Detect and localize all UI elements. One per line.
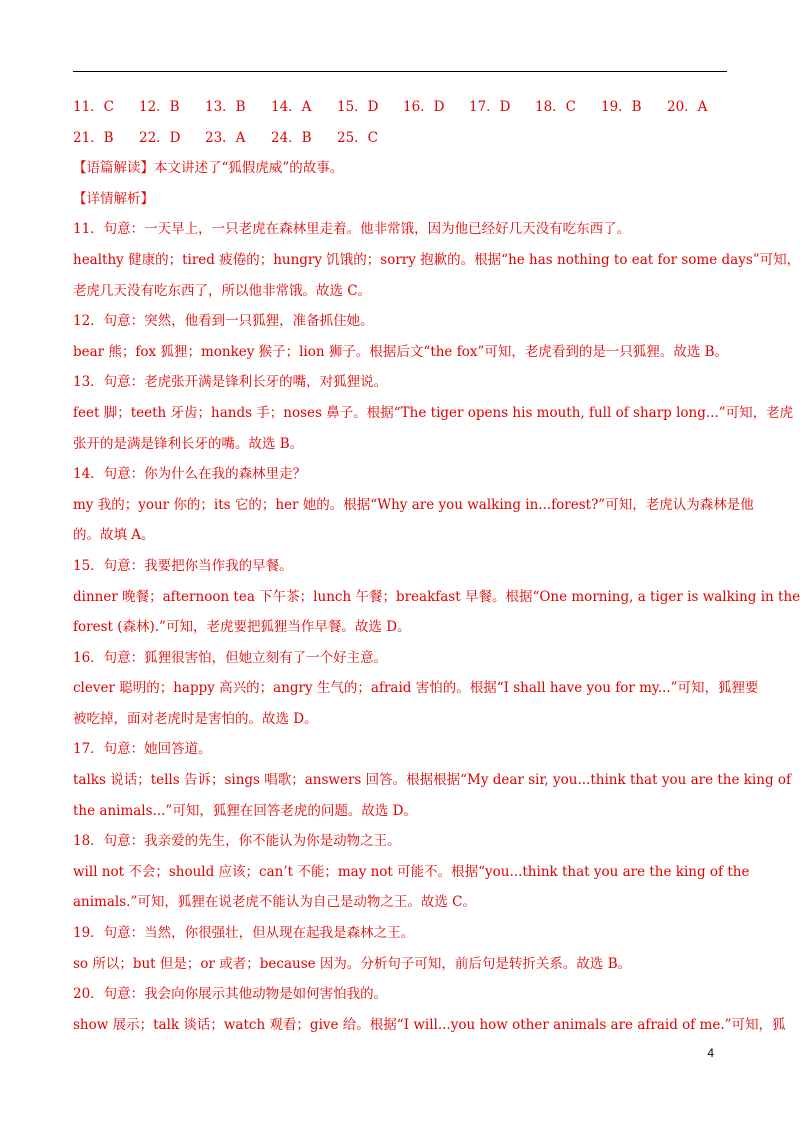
answer-21: 21．B xyxy=(73,129,114,146)
text-line: 15．句意：我要把你当作我的早餐。 xyxy=(73,557,293,574)
text-line: the animals...”可知，狐狸在回答老虎的问题。故选 D。 xyxy=(73,802,417,819)
text-line: dinner 晚餐；afternoon tea 下午茶；lunch 午餐；breakfast 早餐。根据“One morning, a tiger is walking in the xyxy=(73,588,800,605)
text-line: show 展示；talk 谈话；watch 观看；give 给。根据“I will...you how other animals are afraid of me.”可知，狐 xyxy=(73,1016,786,1033)
text-line: so 所以；but 但是；or 或者；because 因为。分析句子可知，前后句是转折关系。故选 B。 xyxy=(73,955,632,972)
analysis-heading: 【详情解析】 xyxy=(73,190,154,207)
text-line: 被吃掉，面对老虎时是害怕的。故选 D。 xyxy=(73,710,318,727)
text-line: bear 熊；fox 狐狸；monkey 猴子；lion 狮子。根据后文“the fox”可知，老虎看到的是一只狐狸。故选 B。 xyxy=(73,343,729,360)
text-line: 13．句意：老虎张开满是锋利长牙的嘴，对狐狸说。 xyxy=(73,374,388,391)
text-line: my 我的；your 你的；its 它的；her 她的。根据“Why are you walking in...forest?”可知，老虎认为森林是他 xyxy=(73,496,754,513)
text-line: talks 说话；tells 告诉；sings 唱歌；answers 回答。根据根据“My dear sir, you...think that you are the king of xyxy=(73,772,791,789)
text-line: 11．句意：一天早上，一只老虎在森林里走着。他非常饿，因为他已经好几天没有吃东西了。 xyxy=(73,221,631,238)
text-line: 19．句意：当然，你很强壮，但从现在起我是森林之王。 xyxy=(73,925,415,942)
text-line: 14．句意：你为什么在我的森林里走？ xyxy=(73,466,307,483)
answer-20: 20．A xyxy=(667,99,708,115)
answer-24: 24．B xyxy=(271,129,312,146)
document-body xyxy=(73,92,800,1040)
text-line: will not 不会；should 应该；can’t 不能；may not 可能不。根据“you...think that you are the king of the xyxy=(73,863,750,880)
answer-17: 17．D xyxy=(469,99,511,115)
text-line: forest (森林).”可知，老虎要把狐狸当作早餐。故选 D。 xyxy=(73,619,411,636)
page-number: 4 xyxy=(707,1046,714,1060)
text-line: healthy 健康的；tired 疲倦的；hungry 饥饿的；sorry 抱歉的。根据“he has nothing to eat for some days”可知， xyxy=(73,251,800,268)
text-line: 16．句意：狐狸很害怕，但她立刻有了一个好主意。 xyxy=(73,649,388,666)
answer-13: 13．B xyxy=(205,99,246,115)
header-rule xyxy=(73,71,727,72)
answer-18: 18．C xyxy=(535,99,577,115)
answer-row-1 xyxy=(73,92,733,123)
answer-15: 15．D xyxy=(337,99,379,115)
answer-row-2 xyxy=(73,123,733,154)
text-line: feet 脚；teeth 牙齿；hands 手；noses 鼻子。根据“The tiger opens his mouth, full of sharp long...”可知，老虎 xyxy=(73,404,794,421)
text-line: 18．句意：我亲爱的先生，你不能认为你是动物之王。 xyxy=(73,833,401,850)
text-line: animals.”可知，狐狸在说老虎不能认为自己是动物之王。故选 C。 xyxy=(73,894,476,911)
answer-16: 16．D xyxy=(403,99,445,115)
answer-23: 23．A xyxy=(205,129,246,146)
passage-summary: 【语篇解读】本文讲述了“狐假虎威”的故事。 xyxy=(73,160,344,177)
text-line: 张开的是满是锋利长牙的嘴。故选 B。 xyxy=(73,435,304,452)
text-line: 12．句意：突然，他看到一只狐狸，准备抓住她。 xyxy=(73,313,374,330)
text-line: 的。故填 A。 xyxy=(73,527,155,544)
text-line: 20．句意：我会向你展示其他动物是如何害怕我的。 xyxy=(73,986,388,1003)
answer-12: 12．B xyxy=(139,99,180,115)
text-line: clever 聪明的；happy 高兴的；angry 生气的；afraid 害怕的。根据“I shall have you for my...”可知，狐狸要 xyxy=(73,680,759,697)
text-line: 17．句意：她回答道。 xyxy=(73,741,212,758)
text-line: 老虎几天没有吃东西了，所以他非常饿。故选 C。 xyxy=(73,282,372,299)
answer-11: 11．C xyxy=(73,99,115,115)
answer-22: 22．D xyxy=(139,129,181,146)
answer-25: 25．C xyxy=(337,129,379,146)
answer-14: 14．A xyxy=(271,99,312,115)
answer-19: 19．B xyxy=(601,99,642,115)
